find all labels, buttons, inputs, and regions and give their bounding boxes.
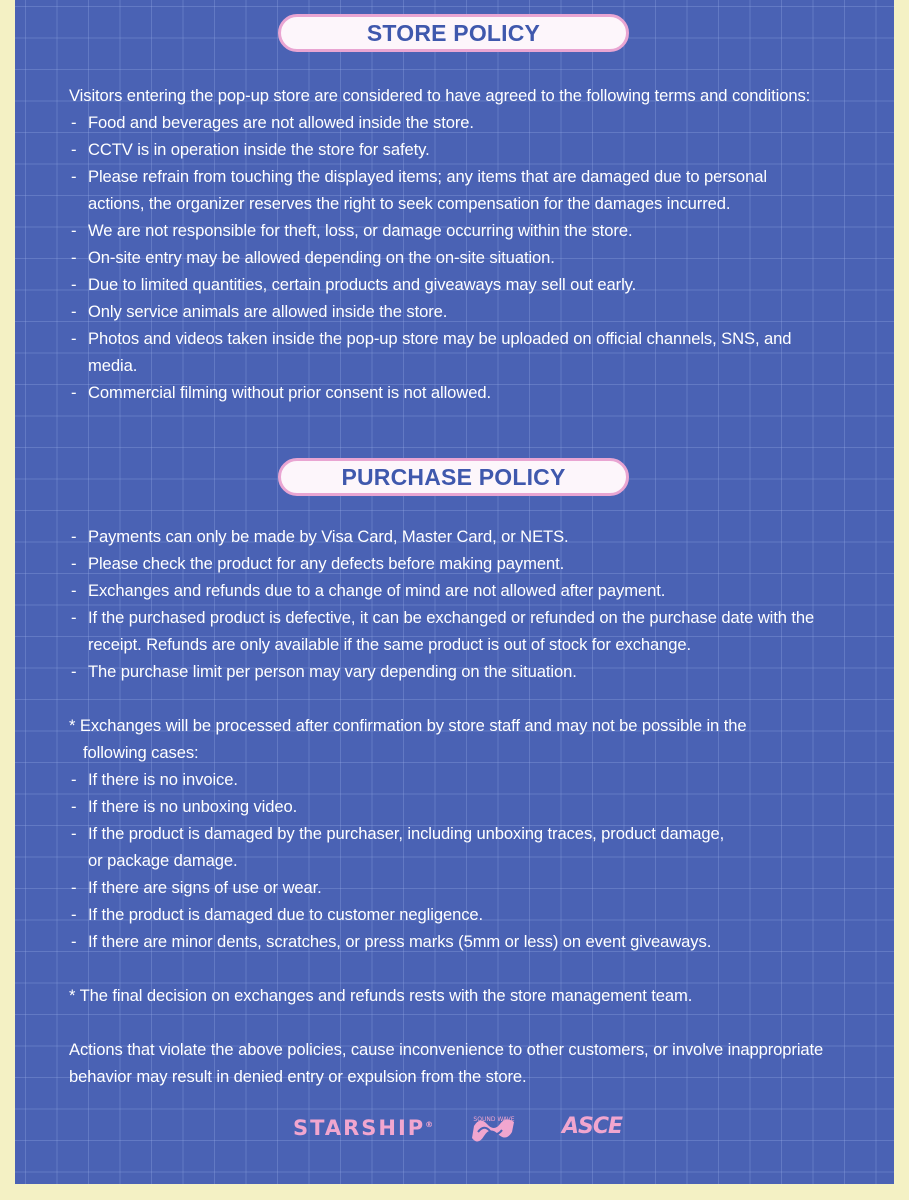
store-policy-list <box>69 109 889 406</box>
exchange-case-item-cont: or package damage. <box>88 851 238 870</box>
store-policy-item: - Commercial filming without prior consent is not allowed. <box>71 383 491 402</box>
soundwave-logo <box>470 1112 516 1153</box>
store-policy-item-cont: actions, the organizer reserves the right to seek compensation for the damages incurred. <box>88 194 731 213</box>
store-policy-item: - Due to limited quantities, certain products and giveaways may sell out early. <box>71 275 637 294</box>
svg-text:SOUND WAVE: SOUND WAVE <box>473 1116 515 1123</box>
exchange-case-item: - If there is no unboxing video. <box>71 797 298 816</box>
exchange-case-item: - If there are minor dents, scratches, or press marks (5mm or less) on event giveaways. <box>71 932 712 951</box>
closing-text: Actions that violate the above policies, cause inconvenience to other customers, or involve inappropriate <box>69 1040 824 1059</box>
purchase-policy-list <box>69 523 889 685</box>
store-policy-item: - Photos and videos taken inside the pop-up store may be uploaded on official channels, SNS, and <box>71 329 792 348</box>
purchase-policy-item: - The purchase limit per person may vary depending on the situation. <box>71 662 577 681</box>
store-policy-item: - Only service animals are allowed inside the store. <box>71 302 448 321</box>
store-policy-section <box>69 82 889 406</box>
policy-poster <box>15 0 894 1184</box>
purchase-policy-item: - Please check the product for any defects before making payment. <box>71 554 565 573</box>
closing-text-cont: behavior may result in denied entry or expulsion from the store. <box>69 1067 527 1086</box>
purchase-policy-item: - If the purchased product is defective, it can be exchanged or refunded on the purchase date with the <box>71 608 815 627</box>
store-policy-item: - On-site entry may be allowed depending on the on-site situation. <box>71 248 555 267</box>
exchange-case-item: - If the product is damaged due to customer negligence. <box>71 905 484 924</box>
exchange-case-item: - If there is no invoice. <box>71 770 238 789</box>
exchange-note: * Exchanges will be processed after confirmation by store staff and may not be possible in the <box>69 716 747 735</box>
purchase-policy-item: - Payments can only be made by Visa Card, Master Card, or NETS. <box>71 527 569 546</box>
purchase-policy-heading <box>278 458 629 496</box>
store-policy-item: - We are not responsible for theft, loss, or damage occurring within the store. <box>71 221 633 240</box>
exchange-note-cont: following cases: <box>83 743 199 762</box>
store-policy-item-cont: media. <box>88 356 138 375</box>
sponsor-logos <box>15 1110 894 1150</box>
store-policy-heading <box>278 14 629 52</box>
asce-logo: ASCE <box>562 1114 623 1139</box>
store-policy-item: - CCTV is in operation inside the store for safety. <box>71 140 430 159</box>
purchase-policy-title: PURCHASE POLICY <box>341 463 566 490</box>
purchase-policy-section <box>69 523 889 1090</box>
starship-logo: STARSHIP® <box>293 1116 434 1140</box>
store-policy-title: STORE POLICY <box>366 19 541 46</box>
final-note: * The final decision on exchanges and refunds rests with the store management team. <box>69 986 693 1005</box>
soundwave-icon <box>470 1112 516 1148</box>
purchase-policy-item: - Exchanges and refunds due to a change of mind are not allowed after payment. <box>71 581 666 600</box>
purchase-policy-item-cont: receipt. Refunds are only available if the same product is out of stock for exchange. <box>88 635 692 654</box>
exchange-case-item: - If the product is damaged by the purchaser, including unboxing traces, product damage, <box>71 824 725 843</box>
store-policy-item: - Please refrain from touching the displayed items; any items that are damaged due to personal <box>71 167 767 186</box>
exchange-case-item: - If there are signs of use or wear. <box>71 878 322 897</box>
store-policy-item: - Food and beverages are not allowed inside the store. <box>71 113 474 132</box>
exchange-cases-list <box>69 766 889 955</box>
store-policy-intro: Visitors entering the pop-up store are considered to have agreed to the following terms and conditions: <box>69 86 811 105</box>
